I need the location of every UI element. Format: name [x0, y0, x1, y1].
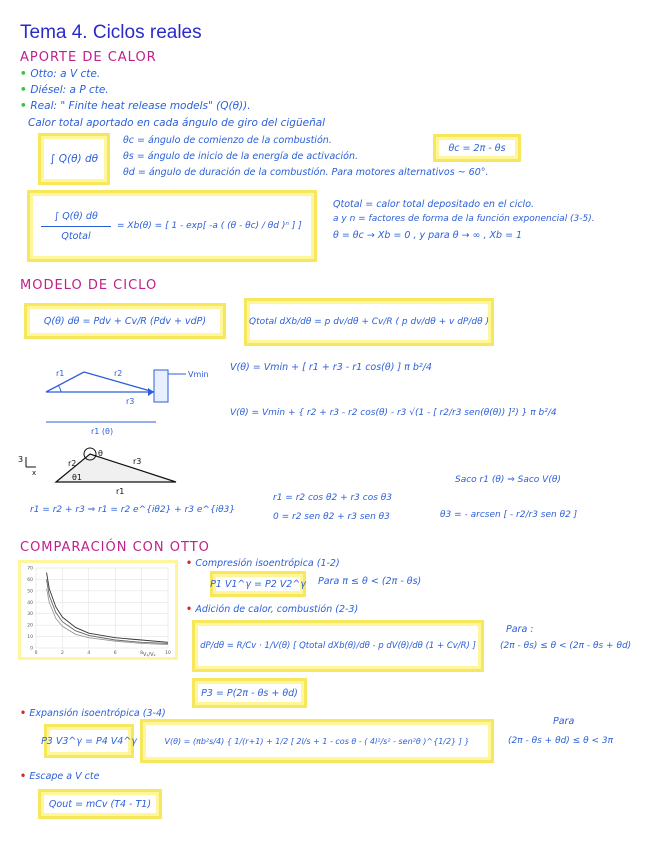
svg-text:3: 3	[18, 455, 24, 464]
section-comparacion-heading: COMPARACIÓN CON OTTO	[20, 540, 210, 555]
chart-y-tick: 30	[27, 612, 33, 618]
adic-eq-box	[192, 620, 484, 672]
compresion-title: • Compresión isoentrópica (1-2)	[186, 558, 340, 569]
vector-eq: r1 = r2 + r3 ⇒ r1 = r2 e^{iθ2} + r3 e^{iθ3}	[30, 505, 236, 515]
calor-total-text: Calor total aportado en cada ángulo de giro del cigüeñal	[28, 117, 326, 129]
vector-triangle-diagram	[18, 442, 183, 502]
bullet-real: • Real: " Finite heat release models" (Q(θ)).	[20, 100, 251, 112]
chart-y-tick: 20	[27, 623, 33, 629]
comp-eq-box	[210, 571, 306, 597]
r1-vector	[46, 372, 84, 392]
section-modelo-heading: MODELO DE CICLO	[20, 278, 158, 293]
vmin-label: Vmin	[188, 370, 209, 379]
theta-c-box	[433, 134, 521, 162]
v-eq2: V(θ) = Vmin + { r2 + r3 - r2 cos(θ) - r3 √(1 - [ r2/r3 sen(θ(θ)) ]²) } π b²/4	[230, 408, 557, 418]
comp-eq: P1 V1^γ = P2 V2^γ	[210, 578, 306, 590]
piston-rect	[154, 370, 168, 402]
chart-y-tick: 40	[27, 600, 33, 606]
bullet-diesel: • Diésel: a P cte.	[20, 84, 109, 96]
eq2-box	[244, 298, 494, 346]
xb-frac-num: ∫ Q(θ) dθ	[54, 210, 98, 222]
tri-label-theta1: θ1	[72, 473, 82, 482]
exp-para: Para	[553, 716, 575, 727]
chart-y-tick: 50	[27, 589, 33, 595]
tri-label-r3: r3	[133, 457, 142, 466]
exp-range: (2π - θs + θd) ≤ θ < 3π	[508, 736, 613, 746]
eq1-box	[24, 303, 226, 339]
chart-x-tick: 4	[87, 651, 91, 656]
xb-expr: = Xb(θ) = [ 1 - exp[ -a ( (θ - θc) / θd )ⁿ ] ]	[117, 221, 302, 231]
exp-eq: P3 V3^γ = P4 V4^γ	[41, 735, 137, 747]
chart-x-tick: 10	[165, 651, 171, 656]
def-theta-c: θc = ángulo de comienzo de la combustión.	[123, 135, 332, 146]
adic-range: (2π - θs) ≤ θ < (2π - θs + θd)	[500, 641, 632, 651]
eq1-expr: Q(θ) dθ = Pdv + Cv/R (Pdv + vdP)	[43, 315, 207, 327]
exp-eq-box	[41, 724, 137, 758]
xb-equation-box	[27, 190, 317, 262]
escape-eq-box	[38, 789, 162, 819]
adic-para: Para :	[506, 624, 534, 635]
label-r1-theta: r1 (θ)	[91, 427, 114, 436]
label-r1: r1	[56, 369, 65, 378]
saco-text: Saco r1 (θ) ⇒ Saco V(θ)	[455, 475, 561, 485]
chart-x-tick: 0	[34, 651, 38, 656]
chart-x-tick: 2	[60, 651, 64, 656]
page-title: Tema 4. Ciclos reales	[20, 22, 202, 43]
svg-text:x: x	[32, 469, 37, 477]
xb-frac-den: Qtotal	[61, 230, 91, 242]
escape-title: • Escape a V cte	[20, 771, 100, 782]
limits-text: θ = θc → Xb = 0 , y para θ → ∞ , Xb = 1	[333, 230, 523, 241]
chart-y-tick: 0	[30, 646, 33, 652]
sys-eq1: r1 = r2 cos θ2 + r3 cos θ3	[273, 493, 392, 503]
integral-box	[38, 133, 110, 185]
expansion-title: • Expansión isoentrópica (3-4)	[20, 708, 166, 719]
chart-xlabel: V₁/V₂	[143, 652, 156, 658]
sys-eq2: 0 = r2 sen θ2 + r3 sen θ3	[273, 512, 390, 522]
pv-chart	[18, 560, 178, 660]
p3-eq-box	[192, 678, 307, 708]
tri-label-r2: r2	[68, 459, 77, 468]
theta-c-expr: θc = 2π - θs	[448, 142, 506, 154]
a-n-def: a y n = factores de forma de la función exponencial (3-5).	[333, 214, 595, 224]
v-exp-box	[140, 719, 494, 763]
chart-y-tick: 60	[27, 577, 33, 583]
chart-x-tick: 6	[113, 651, 117, 656]
v-exp-eq: V(θ) = (πb²s/4) { 1/(r+1) + 1/2 [ 2l/s + 1 - cos θ - ( 4l²/s² - sen²θ )^{1/2} ] }	[164, 736, 470, 746]
integral-expr: ∫ Q(θ) dθ	[49, 153, 99, 165]
def-theta-s: θs = ángulo de inicio de la energía de activación.	[123, 151, 358, 162]
chart-y-tick: 10	[27, 635, 33, 641]
section-aporte-heading: APORTE DE CALOR	[20, 50, 157, 65]
escape-eq: Qout = mCv (T4 - T1)	[48, 798, 152, 810]
comp-range: Para π ≤ θ < (2π - θs)	[318, 576, 422, 587]
chart-y-tick: 70	[27, 566, 33, 572]
eq2-expr: Qtotal dXb/dθ = p dv/dθ + Cv/R ( p dv/dθ + v dP/dθ )	[249, 317, 489, 327]
v-eq1: V(θ) = Vmin + [ r1 + r3 - r1 cos(θ) ] π b²/4	[230, 362, 432, 373]
def-theta-d: θd = ángulo de duración de la combustión. Para motores alternativos ~ 60°.	[123, 167, 489, 178]
p3-eq: P3 = P(2π - θs + θd)	[201, 687, 298, 699]
qtotal-def: Qtotal = calor total depositado en el ciclo.	[333, 199, 535, 210]
label-r2: r2	[114, 369, 123, 378]
label-r3: r3	[126, 397, 135, 406]
adic-eq: dP/dθ = R/Cv · 1/V(θ) [ Qtotal dXb(θ)/dθ - p dV(θ)/dθ (1 + Cv/R) ]	[200, 641, 476, 651]
theta3-eq: θ3 = - arcsen [ - r2/r3 sen θ2 ]	[440, 510, 578, 520]
bullet-otto: • Otto: a V cte.	[20, 68, 101, 80]
tri-label-r1: r1	[116, 487, 125, 496]
chart-x-tick: 8	[140, 651, 144, 656]
adicion-title: • Adición de calor, combustión (2-3)	[186, 604, 359, 615]
tri-label-theta: θ	[98, 449, 103, 458]
crank-mechanism-diagram	[36, 352, 226, 442]
